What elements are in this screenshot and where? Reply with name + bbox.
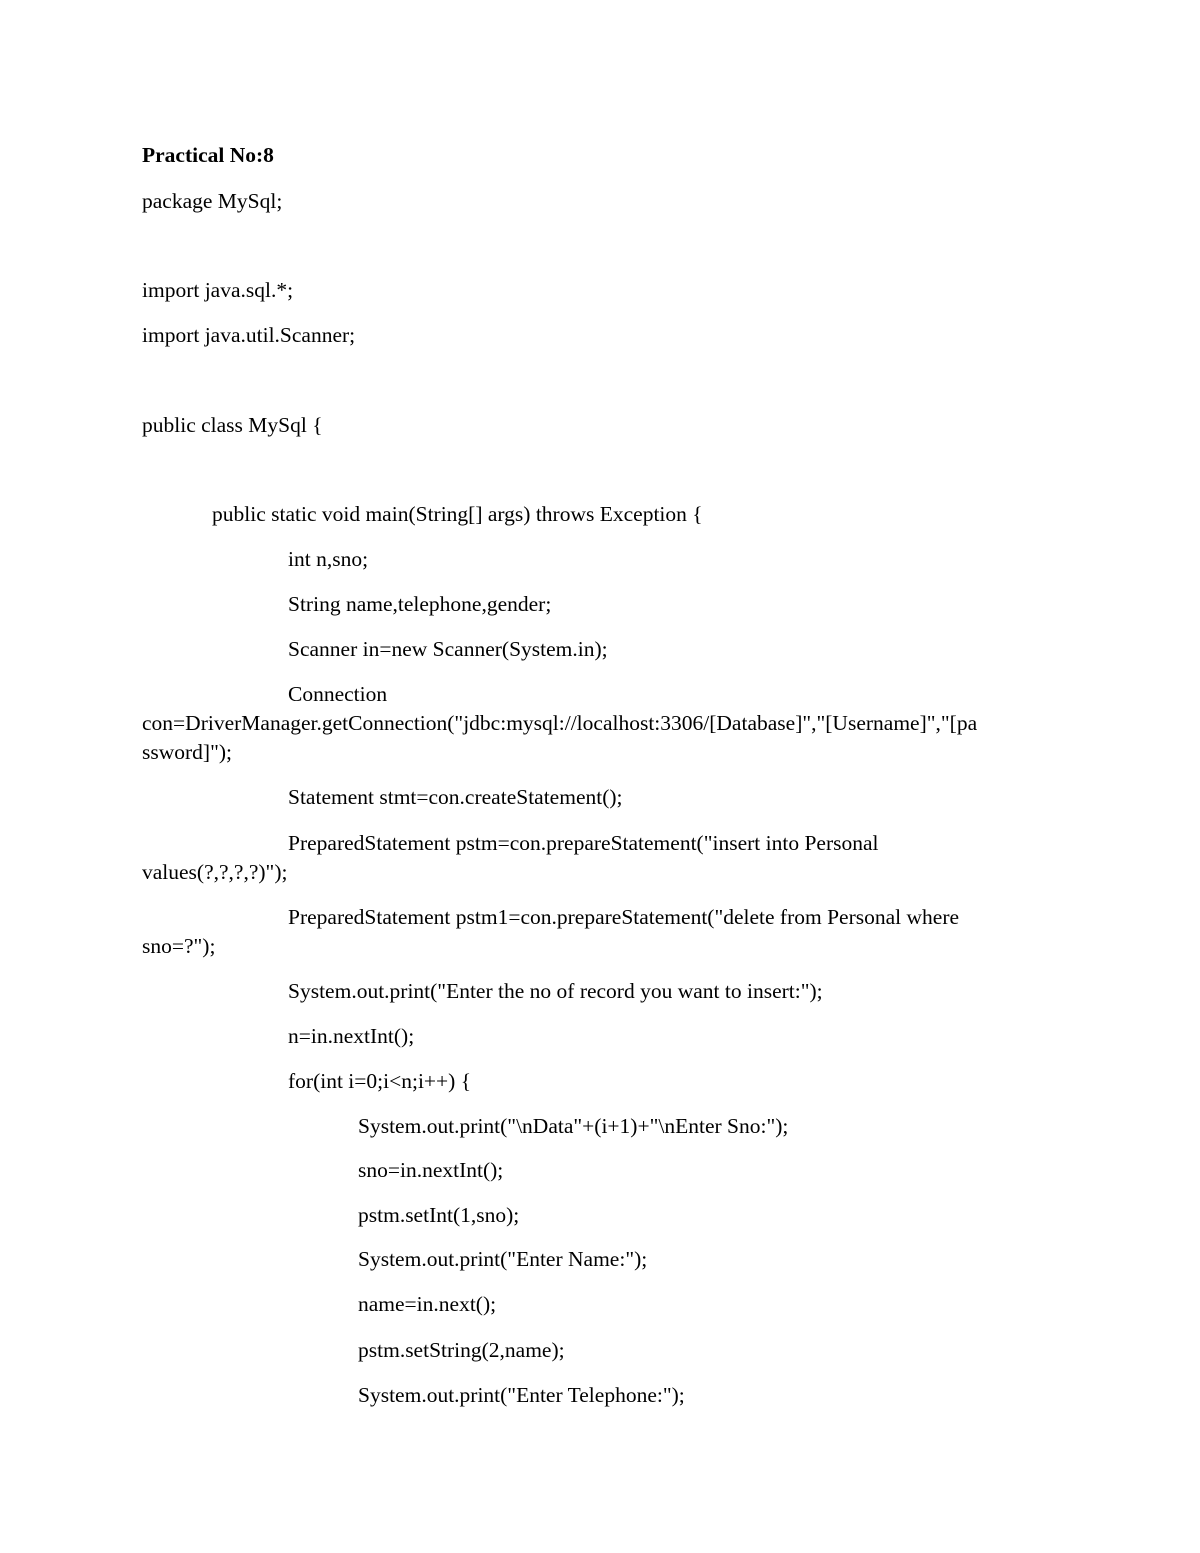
code-line: Statement stmt=con.createStatement(); [288,785,623,809]
code-line: values(?,?,?,?)"); [142,860,288,884]
code-line: import java.sql.*; [142,278,294,302]
code-line: con=DriverManager.getConnection("jdbc:mysql://localhost:3306/[Database]","[Username]","[pa [142,711,978,735]
code-line: sno=in.nextInt(); [358,1158,504,1182]
code-line: public static void main(String[] args) throws Exception { [212,502,703,526]
code-line: sno=?"); [142,934,216,958]
code-line: String name,telephone,gender; [288,592,552,616]
code-line: public class MySql { [142,413,323,437]
code-line: System.out.print("Enter Name:"); [358,1247,648,1271]
code-line: int n,sno; [288,547,369,571]
code-line: import java.util.Scanner; [142,323,356,347]
code-line: n=in.nextInt(); [288,1024,415,1048]
page-title: Practical No:8 [142,143,274,167]
code-line: PreparedStatement pstm=con.prepareStatement("insert into Personal [288,831,879,855]
code-line: System.out.print("Enter Telephone:"); [358,1383,685,1407]
code-line: name=in.next(); [358,1292,497,1316]
code-line: System.out.print("\nData"+(i+1)+"\nEnter Sno:"); [358,1114,789,1138]
code-line: package MySql; [142,189,283,213]
code-line: pstm.setString(2,name); [358,1338,565,1362]
code-line: Connection [288,682,388,706]
code-line: Scanner in=new Scanner(System.in); [288,637,608,661]
code-line: PreparedStatement pstm1=con.prepareStatement("delete from Personal where [288,905,960,929]
code-line: ssword]"); [142,740,232,764]
code-line: for(int i=0;i<n;i++) { [288,1069,472,1093]
code-line: System.out.print("Enter the no of record you want to insert:"); [288,979,823,1003]
code-line: pstm.setInt(1,sno); [358,1203,520,1227]
